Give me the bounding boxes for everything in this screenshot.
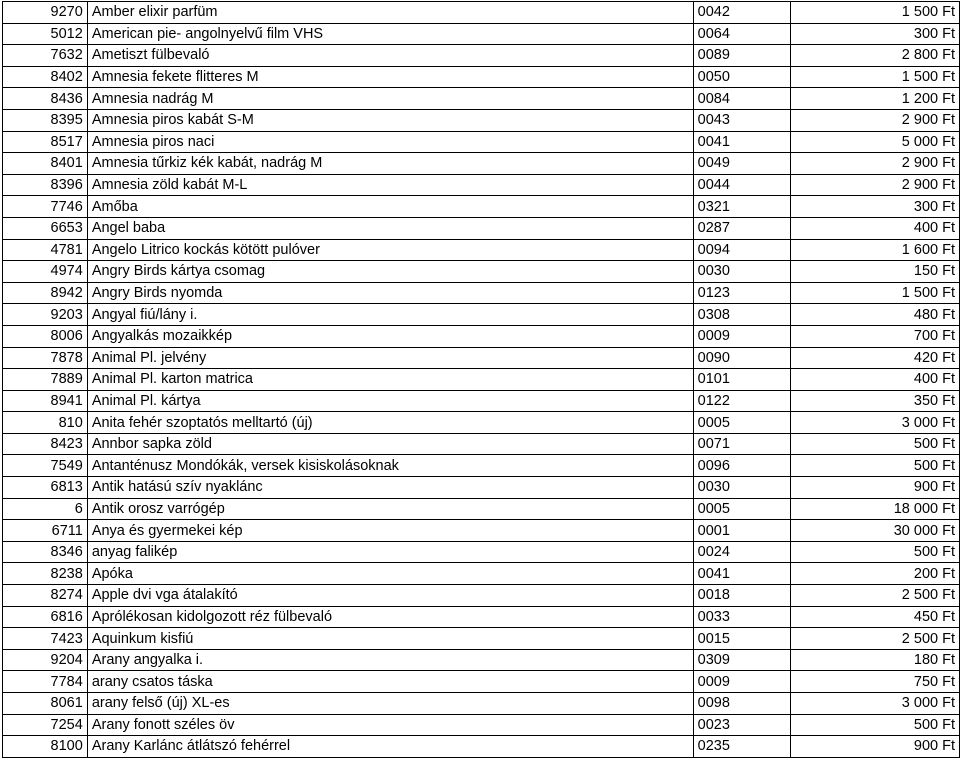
item-name-cell: Angry Birds kártya csomag (87, 261, 693, 283)
item-id-cell: 7423 (3, 628, 88, 650)
item-price-cell: 450 Ft (791, 606, 960, 628)
item-id-cell: 8941 (3, 390, 88, 412)
item-price-cell: 300 Ft (791, 196, 960, 218)
item-id-cell: 7878 (3, 347, 88, 369)
item-id-cell: 9204 (3, 649, 88, 671)
item-id-cell: 810 (3, 412, 88, 434)
item-code-cell: 0096 (693, 455, 791, 477)
item-code-cell: 0122 (693, 390, 791, 412)
item-price-cell: 1 500 Ft (791, 66, 960, 88)
item-price-cell: 500 Ft (791, 455, 960, 477)
table-row (3, 347, 960, 369)
item-name-cell: Arany angyalka i. (87, 649, 693, 671)
table-row (3, 282, 960, 304)
item-code-cell: 0287 (693, 217, 791, 239)
item-code-cell: 0101 (693, 369, 791, 391)
table-row (3, 714, 960, 736)
item-price-cell: 500 Ft (791, 433, 960, 455)
item-code-cell: 0321 (693, 196, 791, 218)
item-code-cell: 0050 (693, 66, 791, 88)
item-id-cell: 8402 (3, 66, 88, 88)
item-code-cell: 0041 (693, 563, 791, 585)
table-row (3, 541, 960, 563)
item-price-cell: 480 Ft (791, 304, 960, 326)
item-code-cell: 0043 (693, 109, 791, 131)
item-name-cell: Angyal fiú/lány i. (87, 304, 693, 326)
table-row (3, 498, 960, 520)
item-id-cell: 8100 (3, 736, 88, 758)
item-code-cell: 0033 (693, 606, 791, 628)
item-code-cell: 0001 (693, 520, 791, 542)
table-row (3, 649, 960, 671)
table-row (3, 239, 960, 261)
item-code-cell: 0015 (693, 628, 791, 650)
item-code-cell: 0123 (693, 282, 791, 304)
item-id-cell: 7254 (3, 714, 88, 736)
item-price-cell: 1 600 Ft (791, 239, 960, 261)
item-name-cell: Angelo Litrico kockás kötött pulóver (87, 239, 693, 261)
item-price-cell: 500 Ft (791, 541, 960, 563)
item-id-cell: 7549 (3, 455, 88, 477)
item-code-cell: 0030 (693, 477, 791, 499)
item-id-cell: 8238 (3, 563, 88, 585)
item-name-cell: Amőba (87, 196, 693, 218)
item-code-cell: 0005 (693, 498, 791, 520)
item-price-cell: 2 900 Ft (791, 109, 960, 131)
item-name-cell: Amnesia piros naci (87, 131, 693, 153)
item-id-cell: 6813 (3, 477, 88, 499)
item-code-cell: 0308 (693, 304, 791, 326)
item-id-cell: 6711 (3, 520, 88, 542)
item-price-cell: 18 000 Ft (791, 498, 960, 520)
item-code-cell: 0005 (693, 412, 791, 434)
item-price-cell: 1 500 Ft (791, 2, 960, 24)
item-name-cell: Arany Karlánc átlátszó fehérrel (87, 736, 693, 758)
table-row (3, 433, 960, 455)
item-id-cell: 4781 (3, 239, 88, 261)
table-row (3, 261, 960, 283)
item-name-cell: Ametiszt fülbevaló (87, 45, 693, 67)
item-price-cell: 5 000 Ft (791, 131, 960, 153)
item-id-cell: 5012 (3, 23, 88, 45)
table-row (3, 520, 960, 542)
item-name-cell: Animal Pl. kártya (87, 390, 693, 412)
table-row (3, 455, 960, 477)
item-name-cell: Anya és gyermekei kép (87, 520, 693, 542)
item-id-cell: 7889 (3, 369, 88, 391)
item-name-cell: Angyalkás mozaikkép (87, 325, 693, 347)
item-name-cell: arany csatos táska (87, 671, 693, 693)
item-code-cell: 0041 (693, 131, 791, 153)
item-price-cell: 180 Ft (791, 649, 960, 671)
item-code-cell: 0064 (693, 23, 791, 45)
item-price-cell: 2 500 Ft (791, 585, 960, 607)
item-id-cell: 8346 (3, 541, 88, 563)
table-row (3, 369, 960, 391)
item-price-cell: 350 Ft (791, 390, 960, 412)
item-price-cell: 2 900 Ft (791, 174, 960, 196)
item-name-cell: Amber elixir parfüm (87, 2, 693, 24)
item-code-cell: 0084 (693, 88, 791, 110)
item-name-cell: Amnesia nadrág M (87, 88, 693, 110)
item-id-cell: 8006 (3, 325, 88, 347)
item-price-cell: 30 000 Ft (791, 520, 960, 542)
product-table-body (3, 2, 960, 758)
item-id-cell: 7784 (3, 671, 88, 693)
item-name-cell: Antanténusz Mondókák, versek kisiskolásoknak (87, 455, 693, 477)
item-price-cell: 700 Ft (791, 325, 960, 347)
table-row (3, 606, 960, 628)
item-id-cell: 8517 (3, 131, 88, 153)
item-name-cell: Amnesia piros kabát S-M (87, 109, 693, 131)
table-row (3, 109, 960, 131)
item-price-cell: 200 Ft (791, 563, 960, 585)
item-price-cell: 2 500 Ft (791, 628, 960, 650)
item-price-cell: 2 800 Ft (791, 45, 960, 67)
item-price-cell: 900 Ft (791, 736, 960, 758)
item-name-cell: arany felső (új) XL-es (87, 693, 693, 715)
item-price-cell: 750 Ft (791, 671, 960, 693)
item-id-cell: 8274 (3, 585, 88, 607)
table-row (3, 628, 960, 650)
item-name-cell: Animal Pl. jelvény (87, 347, 693, 369)
item-id-cell: 7746 (3, 196, 88, 218)
item-price-cell: 150 Ft (791, 261, 960, 283)
item-price-cell: 1 200 Ft (791, 88, 960, 110)
table-row (3, 390, 960, 412)
item-price-cell: 1 500 Ft (791, 282, 960, 304)
table-row (3, 131, 960, 153)
item-code-cell: 0018 (693, 585, 791, 607)
item-code-cell: 0023 (693, 714, 791, 736)
item-id-cell: 8423 (3, 433, 88, 455)
item-name-cell: Angry Birds nyomda (87, 282, 693, 304)
item-code-cell: 0309 (693, 649, 791, 671)
table-row (3, 174, 960, 196)
table-row (3, 153, 960, 175)
table-row (3, 66, 960, 88)
table-row (3, 477, 960, 499)
item-id-cell: 7632 (3, 45, 88, 67)
item-price-cell: 400 Ft (791, 217, 960, 239)
item-id-cell: 8396 (3, 174, 88, 196)
item-id-cell: 9203 (3, 304, 88, 326)
item-name-cell: Angel baba (87, 217, 693, 239)
table-row (3, 196, 960, 218)
item-code-cell: 0098 (693, 693, 791, 715)
item-code-cell: 0090 (693, 347, 791, 369)
table-row (3, 304, 960, 326)
item-name-cell: Amnesia zöld kabát M-L (87, 174, 693, 196)
item-price-cell: 300 Ft (791, 23, 960, 45)
item-name-cell: Aquinkum kisfiú (87, 628, 693, 650)
table-row (3, 736, 960, 758)
item-id-cell: 8942 (3, 282, 88, 304)
item-code-cell: 0044 (693, 174, 791, 196)
item-name-cell: Animal Pl. karton matrica (87, 369, 693, 391)
table-row (3, 671, 960, 693)
item-code-cell: 0071 (693, 433, 791, 455)
table-row (3, 325, 960, 347)
item-code-cell: 0009 (693, 671, 791, 693)
item-price-cell: 420 Ft (791, 347, 960, 369)
table-row (3, 23, 960, 45)
item-price-cell: 900 Ft (791, 477, 960, 499)
item-code-cell: 0089 (693, 45, 791, 67)
item-name-cell: Anita fehér szoptatós melltartó (új) (87, 412, 693, 434)
item-id-cell: 6 (3, 498, 88, 520)
table-row (3, 45, 960, 67)
item-name-cell: Amnesia fekete flitteres M (87, 66, 693, 88)
product-table (2, 1, 960, 758)
item-id-cell: 6653 (3, 217, 88, 239)
item-name-cell: Annbor sapka zöld (87, 433, 693, 455)
item-code-cell: 0009 (693, 325, 791, 347)
item-id-cell: 4974 (3, 261, 88, 283)
item-price-cell: 500 Ft (791, 714, 960, 736)
item-name-cell: Apóka (87, 563, 693, 585)
table-row (3, 585, 960, 607)
item-id-cell: 9270 (3, 2, 88, 24)
item-id-cell: 8395 (3, 109, 88, 131)
item-code-cell: 0042 (693, 2, 791, 24)
item-price-cell: 2 900 Ft (791, 153, 960, 175)
item-name-cell: American pie- angolnyelvű film VHS (87, 23, 693, 45)
item-price-cell: 3 000 Ft (791, 693, 960, 715)
item-code-cell: 0235 (693, 736, 791, 758)
item-id-cell: 6816 (3, 606, 88, 628)
table-row (3, 412, 960, 434)
table-row (3, 2, 960, 24)
table-row (3, 693, 960, 715)
table-row (3, 88, 960, 110)
item-id-cell: 8401 (3, 153, 88, 175)
item-name-cell: Amnesia tűrkiz kék kabát, nadrág M (87, 153, 693, 175)
table-row (3, 563, 960, 585)
item-name-cell: Antik orosz varrógép (87, 498, 693, 520)
item-id-cell: 8061 (3, 693, 88, 715)
item-code-cell: 0030 (693, 261, 791, 283)
item-id-cell: 8436 (3, 88, 88, 110)
item-code-cell: 0094 (693, 239, 791, 261)
item-name-cell: Antik hatású szív nyaklánc (87, 477, 693, 499)
table-row (3, 217, 960, 239)
item-name-cell: Apple dvi vga átalakító (87, 585, 693, 607)
item-price-cell: 3 000 Ft (791, 412, 960, 434)
item-code-cell: 0024 (693, 541, 791, 563)
item-name-cell: Aprólékosan kidolgozott réz fülbevaló (87, 606, 693, 628)
item-code-cell: 0049 (693, 153, 791, 175)
item-name-cell: anyag falikép (87, 541, 693, 563)
item-price-cell: 400 Ft (791, 369, 960, 391)
item-name-cell: Arany fonott széles öv (87, 714, 693, 736)
